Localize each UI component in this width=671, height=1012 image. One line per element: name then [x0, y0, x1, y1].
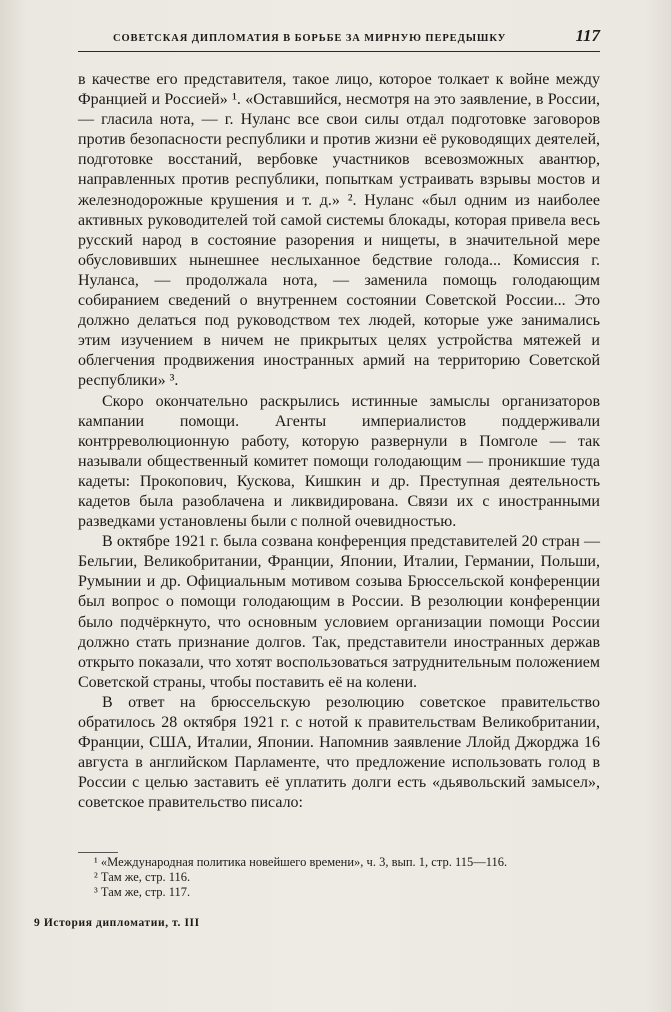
running-title: СОВЕТСКАЯ ДИПЛОМАТИЯ В БОРЬБЕ ЗА МИРНУЮ ПЕРЕДЫШКУ: [113, 33, 507, 44]
footnote-separator: [78, 852, 118, 853]
footnotes: [78, 852, 600, 901]
footnote: ¹ «Международная политика новейшего времени», ч. 3, вып. 1, стр. 115—116.: [94, 855, 508, 869]
main-text: [78, 70, 600, 813]
paragraph: Скоро окончательно раскрылись истинные замыслы организаторов кампании помощи. Агенты империалистов поддерживали контрреволюционную работу, которую развернули в Помголе — так называли общественный комитет помощи голодающим — проникшие туда кадеты: Прокопович, Кускова, Кишкин и др. Преступная деятельность кадетов была разоблачена и ликвидирована. Связи их с иностранными разведками установлены были с полной очевидностью.: [78, 392, 600, 531]
page-header: [78, 26, 600, 52]
page-number: 117: [575, 26, 600, 45]
footnote: ² Там же, стр. 116.: [94, 870, 191, 885]
footnote: ³ Там же, стр. 117.: [94, 885, 191, 900]
paragraph: В ответ на брюссельскую резолюцию советское правительство обратилось 28 октября 1921 г. с нотой к правительствам Великобритании, Франции, США, Италии, Японии. Напомнив заявление Ллойд Джорджа 16 августа в английском Парламенте, что предложение использовать голод в России с целью заставить её уплатить долги есть «дьявольский замысел», советское правительство писало:: [78, 693, 600, 812]
paragraph: В октябре 1921 г. была созвана конференция представителей 20 стран — Бельгии, Великобритании, Франции, Японии, Италии, Германии, Польши, Румынии и др. Официальным мотивом созыва Брюссельской конференции был вопрос о помощи голодающим в России. В резолюции конференции было подчёркнуто, что основным условием организации помощи России должно стать признание долгов. Так, представители иностранных держав открыто показали, что хотят воспользоваться затруднительным положением Советской страны, чтобы поставить её на колени.: [78, 533, 600, 691]
paragraph: в качестве его представителя, такое лицо, которое толкает к войне между Францией и Россией» ¹. «Оставшийся, несмотря на это заявление, в России, — гласила нота, — г. Нуланс все свои силы отдал подготовке заговоров против безопасности республики и против жизни её руководящих деятелей, подготовке восстаний, вербовке участников всевозможных авантюр, направленных против республики, попыткам устраивать взрывы мостов и железнодорожные крушения и т. д.» ². Нуланс «был одним из наиболее активных руководителей той самой системы блокады, которая привела весь русский народ в состояние разорения и нищеты, в значительной мере обусловивших нынешнее неслыханное бедствие голода... Комиссия г. Нуланса, — продолжала нота, — заменила помощь голодающим собиранием сведений о внутреннем состоянии Советской России... Это должно делаться под руководством тех людей, которые уже занимались этим изучением в ничем не прикрытых целях устройства мятежей и облегчения продвижения иностранных армий на территорию Советской республики» ³.: [78, 71, 600, 390]
printer-signature: 9 История дипломатии, т. III: [34, 917, 200, 929]
